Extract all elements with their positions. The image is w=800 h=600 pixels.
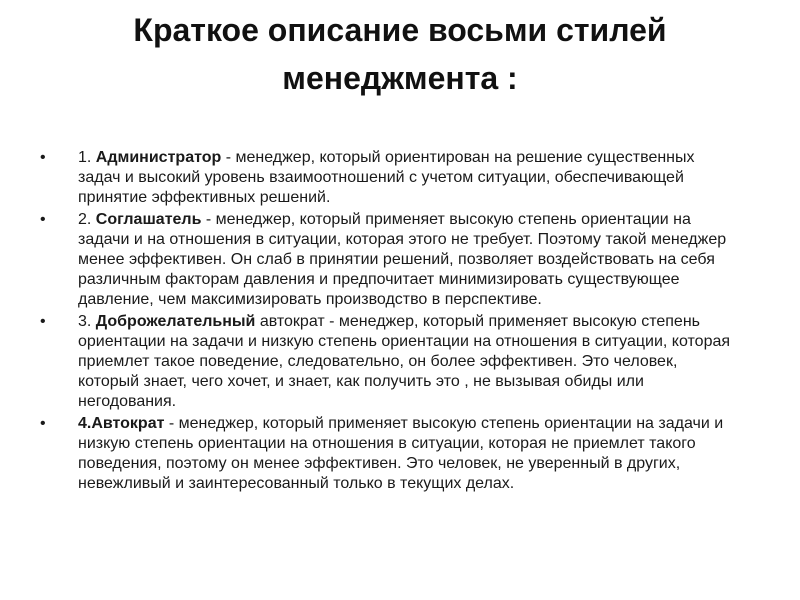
bullet-list xyxy=(40,148,740,496)
bullet-dot-icon: • xyxy=(40,313,46,330)
slide-title xyxy=(40,6,760,102)
slide-title-line-2: менеджмента : xyxy=(282,60,518,96)
bullet-text: - менеджер, который применяет высокую степень ориентации на задачи и низкую степень ориентации на отношения в ситуации, которая не приемлет такого поведения, поэтому он менее эффективен. Это человек, не уверенный в других, невежливый и заинтересованный только в текущих делах. xyxy=(78,415,724,492)
bullet-text: - менеджер, который применяет высокую степень ориентации на задачи и на отношения в ситуации, которая этого не требует. Поэтому такой менеджер менее эффективен. Он слаб в принятии решений, позволяет воздействовать на себя различным факторам давления и предпочитает минимизировать существующее давление, чем максимизировать производство в перспективе. xyxy=(78,211,727,308)
bullet-term: Доброжелательный xyxy=(95,313,256,330)
bullet-item-benevolent-autocrat xyxy=(40,312,740,412)
bullet-dot-icon: • xyxy=(40,415,46,432)
bullet-number: 2. xyxy=(78,211,96,228)
bullet-term: Администратор xyxy=(95,149,222,166)
bullet-dot-icon: • xyxy=(40,211,46,228)
bullet-dot-icon: • xyxy=(40,149,46,166)
bullet-item-autocrat xyxy=(40,414,740,494)
bullet-term: 4.Автократ xyxy=(78,415,165,432)
bullet-item-administrator xyxy=(40,148,740,208)
bullet-number: 1. xyxy=(78,149,96,166)
bullet-item-conciliator xyxy=(40,210,740,310)
bullet-number: 3. xyxy=(78,313,96,330)
bullet-text: - менеджер, который ориентирован на решение существенных задач и высокий уровень взаимоотношений с учетом ситуации, обеспечивающей принятие эффективных решений. xyxy=(78,149,695,206)
slide-title-line-1: Краткое описание восьми стилей xyxy=(133,12,667,48)
bullet-text: автократ - менеджер, который применяет высокую степень ориентации на задачи и низкую степень ориентации на отношения в ситуации, которая приемлет такое поведение, следовательно, он более эффективен. Это человек, который знает, чего хочет, и знает, как получить это , не вызывая обиды или негодования. xyxy=(78,313,731,410)
bullet-term: Соглашатель xyxy=(95,211,202,228)
